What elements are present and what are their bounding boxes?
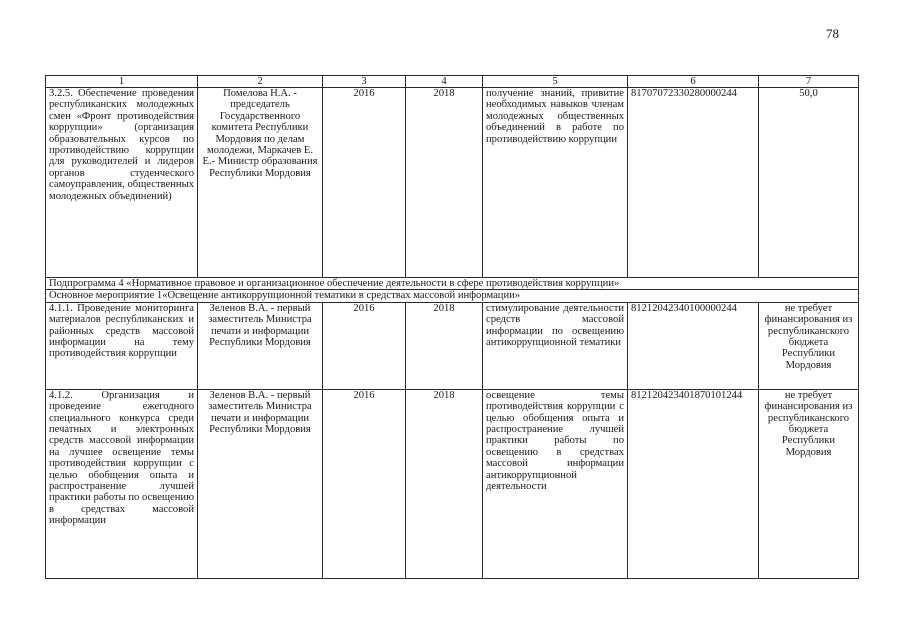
subprogram-row (46, 278, 859, 290)
column-number: 6 (628, 76, 759, 88)
main-activity-row (46, 290, 859, 302)
end-year-cell: 2018 (406, 302, 483, 389)
start-year-cell: 2016 (323, 389, 406, 578)
result-cell: получение знаний, привитие необходимых навыков членам молодежных общественных объединений в работе по противодействию коррупции (483, 88, 628, 278)
page-number: 78 (826, 26, 839, 41)
budget-code-cell: 812120423401870101244 (628, 389, 759, 578)
start-year-cell: 2016 (323, 88, 406, 278)
start-year-cell: 2016 (323, 302, 406, 389)
table-row (46, 302, 859, 389)
budget-code-cell: 81212042340100000244 (628, 302, 759, 389)
funding-cell: не требует финансирования из республиканского бюджета Республики Мордовия (759, 389, 859, 578)
activity-cell: 3.2.5. Обеспечение проведения республиканских молодежных смен «Фронт противодействия коррупции» (организация образовательных курсов по противодействию коррупции для руководителей и лидеров органов студенческого самоуправления, общественных молодежных объединений) (46, 88, 198, 278)
end-year-cell: 2018 (406, 88, 483, 278)
result-cell: освещение темы противодействия коррупции с целью обобщения опыта и распространение лучшей практики работы по освещению в средствах массовой информации антикоррупционной деятельности (483, 389, 628, 578)
column-number: 1 (46, 76, 198, 88)
budget-code-cell: 81707072330280000244 (628, 88, 759, 278)
column-number: 4 (406, 76, 483, 88)
funding-cell: не требует финансирования из республиканского бюджета Республики Мордовия (759, 302, 859, 389)
column-number: 2 (198, 76, 323, 88)
table-row (46, 389, 859, 578)
main-activity-title: Основное мероприятие 1«Освещение антикоррупционной тематики в средствах массовой информации» (46, 290, 859, 302)
column-number: 7 (759, 76, 859, 88)
end-year-cell: 2018 (406, 389, 483, 578)
program-table (45, 75, 859, 579)
activity-cell: 4.1.1. Проведение мониторинга материалов республиканских и районных средств массовой информации на тему противодействия коррупции (46, 302, 198, 389)
responsible-cell: Зеленов В.А. - первый заместитель Министра печати и информации Республики Мордовия (198, 389, 323, 578)
responsible-cell: Зеленов В.А. - первый заместитель Министра печати и информации Республики Мордовия (198, 302, 323, 389)
activity-cell: 4.1.2. Организация и проведение ежегодного специального конкурса среди печатных и электронных средств массовой информации на лучшее освещение темы противодействия коррупции с целью обобщения опыта и распространение лучшей практики работы по освещению в средствах массовой информации (46, 389, 198, 578)
result-cell: стимулирование деятельности средств массовой информации по освещению антикоррупционной тематики (483, 302, 628, 389)
funding-cell: 50,0 (759, 88, 859, 278)
table-row (46, 88, 859, 278)
subprogram-title: Подпрограмма 4 «Нормативное правовое и организационное обеспечение деятельности в сфере противодействия коррупции» (46, 278, 859, 290)
column-number: 5 (483, 76, 628, 88)
responsible-cell: Помелова Н.А. - председатель Государственного комитета Республики Мордовия по делам молодежи, Маркачев Е. Е.- Министр образования Республики Мордовия (198, 88, 323, 278)
column-number-row (46, 76, 859, 88)
column-number: 3 (323, 76, 406, 88)
